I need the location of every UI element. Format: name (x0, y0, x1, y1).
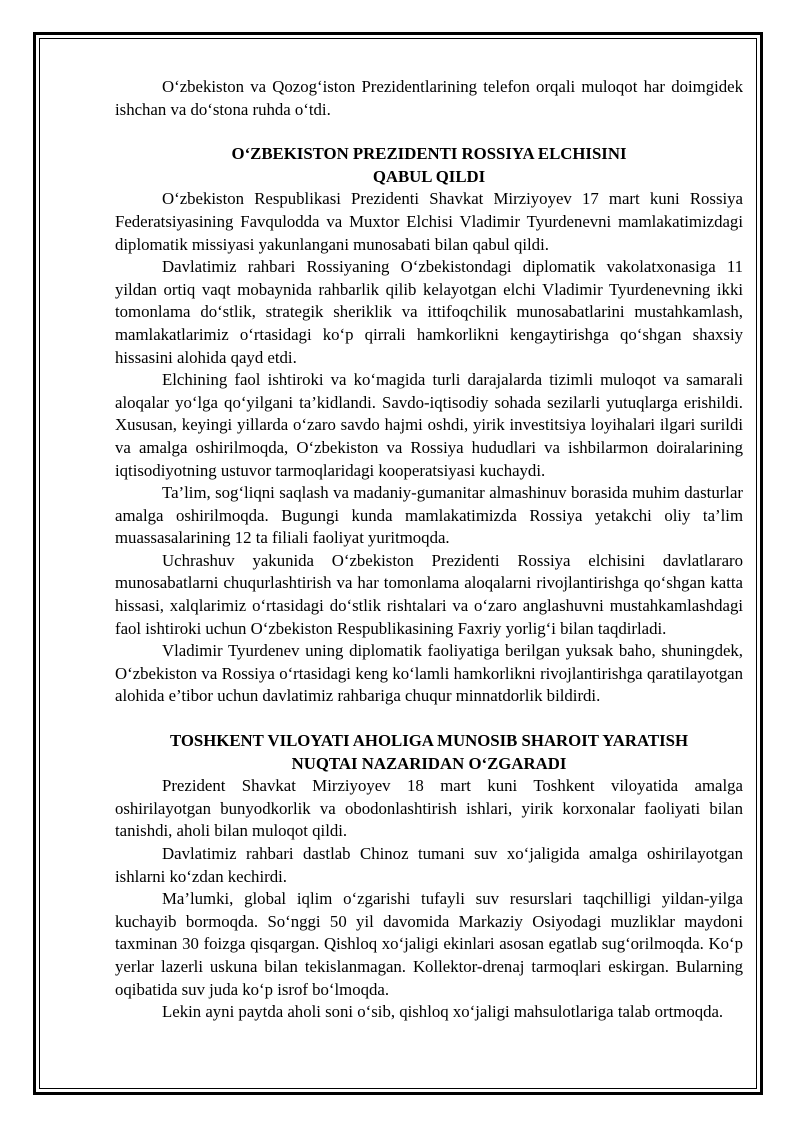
document-body (115, 76, 743, 1024)
section2-paragraph: Davlatimiz rahbari dastlab Chinoz tumani suv xo‘jaligida amalga oshirilayotgan ishlarni ko‘zdan kechirdi. (115, 844, 743, 886)
intro-paragraph: O‘zbekiston va Qozog‘iston Prezidentlarining telefon orqali muloqot har doimgidek ishchan va do‘stona ruhda o‘tdi. (115, 77, 743, 119)
section2-title-line1: TOSHKENT VILOYATI AHOLIGA MUNOSIB SHAROIT YARATISH (169, 731, 689, 751)
section1-paragraph: Vladimir Tyurdenev uning diplomatik faoliyatiga berilgan yuksak baho, shuningdek, O‘zbekiston va Rossiya o‘rtasidagi keng ko‘lamli hamkorlikni rivojlantirishga qaratilayotgan alohida e’tibor uchun davlatimiz rahbariga chuqur minnatdorlik bildirdi. (115, 641, 743, 706)
section1-title-line1: O‘ZBEKISTON PREZIDENTI ROSSIYA ELCHISINI (231, 144, 627, 164)
section1-title (115, 143, 743, 188)
section2-title-line2: NUQTAI NAZARIDAN O‘ZGARADI (291, 753, 567, 773)
section1-paragraph: Uchrashuv yakunida O‘zbekiston Prezidenti Rossiya elchisini davlatlararo munosabatlarni chuqurlashtirish va har tomonlama aloqalarni rivojlantirishga qo‘shgan katta hissasi, xalqlarimiz o‘rtasidagi do‘stlik rishtalari va o‘zaro anglashuvni mustahkamlashdagi faol ishtiroki uchun O‘zbekiston Respublikasining Faxriy yorlig‘i bilan taqdirladi. (115, 550, 743, 638)
section2-paragraph: Ma’lumki, global iqlim o‘zgarishi tufayli suv resurslari taqchilligi yildan-yilga kuchayib bormoqda. So‘nggi 50 yil davomida Markaziy Osiyodagi muzliklar maydoni taxminan 30 foizga qisqargan. Qishloq xo‘jaligi ekinlari asosan egatlab sug‘orilmoqda. Ko‘p yerlar lazerli uskuna bilan tekislanmagan. Kollektor-drenaj tarmoqlari eskirgan. Bularning oqibatida suv juda ko‘p isrof bo‘lmoqda. (115, 889, 743, 999)
section1-paragraph: Elchining faol ishtiroki va ko‘magida turli darajalarda tizimli muloqot va samarali aloqalar yo‘lga qo‘yilgani ta’kidlandi. Savdo-iqtisodiy sohada sezilarli yutuqlarga erishildi. Xususan, keyingi yillarda o‘zaro savdo hajmi oshdi, yirik investitsiya loyihalari ilgari surildi va amalga oshirilmoqda, O‘zbekiston va Rossiya hududlari va ishbilarmon doiralarining iqtisodiyotning ustuvor tarmoqlaridagi kooperatsiyasi kuchaydi. (115, 370, 743, 480)
section1-paragraph: Davlatimiz rahbari Rossiyaning O‘zbekistondagi diplomatik vakolatxonasiga 11 yildan ortiq vaqt mobaynida rahbarlik qilib kelayotgan elchi Vladimir Tyurdenevning ikki tomonlama do‘stlik, strategik sheriklik va ittifoqchilik munosabatlarini mustahkamlash, mamlakatlarimiz o‘rtasidagi ko‘p qirrali hamkorlikni kengaytirishga qo‘shgan shaxsiy hissasini alohida qayd etdi. (115, 257, 743, 367)
section1-paragraph: Ta’lim, sog‘liqni saqlash va madaniy-gumanitar almashinuv borasida muhim dasturlar amalga oshirilmoqda. Bugungi kunda mamlakatimizda Rossiya yetakchi oliy ta’lim muassasalarining 12 ta filiali faoliyat yuritmoqda. (115, 483, 743, 548)
section1-title-line2: QABUL QILDI (372, 166, 486, 186)
section2-title (115, 730, 743, 775)
section2-paragraph: Prezident Shavkat Mirziyoyev 18 mart kuni Toshkent viloyatida amalga oshirilayotgan bunyodkorlik va obodonlashtirish ishlari, yirik korxonalar faoliyati bilan tanishdi, aholi bilan muloqot qildi. (115, 776, 743, 841)
section2-paragraph: Lekin ayni paytda aholi soni o‘sib, qishloq xo‘jaligi mahsulotlariga talab ortmoqda. (162, 1002, 724, 1022)
section1-paragraph: O‘zbekiston Respublikasi Prezidenti Shavkat Mirziyoyev 17 mart kuni Rossiya Federatsiyasining Favqulodda va Muxtor Elchisi Vladimir Tyurdenevni mamlakatimizdagi diplomatik missiyasi yakunlangani munosabati bilan qabul qildi. (115, 189, 743, 254)
